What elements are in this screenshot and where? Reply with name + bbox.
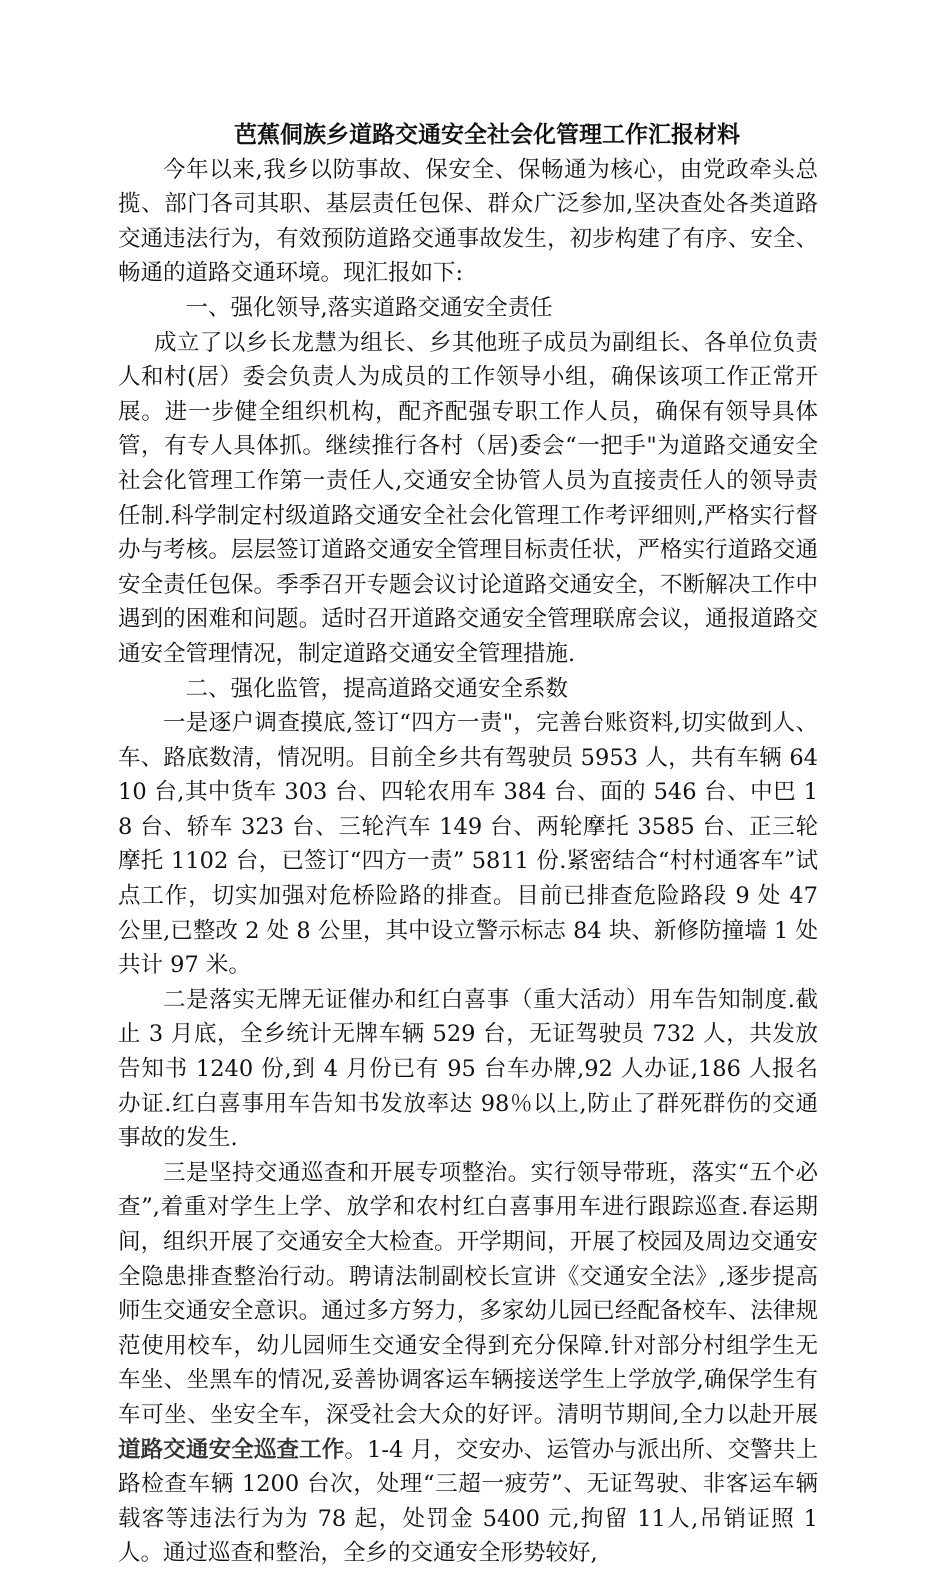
section-2-paragraph-1: 一是逐户调查摸底,签订“四方一责"，完善台账资料,切实做到人、车、路底数清，情况明。目前全乡共有驾驶员 5953 人，共有车辆 6410 台,其中货车 303 台、四轮农用车 384 台、面的 546 台、中巴 18 台、轿车 323 台、三轮汽车 149 台、两轮摩托 3585 台、正三轮摩托 1102 台，已签订“四方一责” 5811 份.紧密结合“村村通客车”试点工作，切实加强对危桥险路的排查。目前已排查危险路段 9 处 47 公里,已整改 2 处 8 公里，其中设立警示标志 84 块、新修防撞墙 1 处共计 97 米。 <box>118 710 818 979</box>
paragraph-3-text-end: 。1-4 月，交安办、运管办与派出所、交警共上路检查车辆 1200 台次，处理“三超一疲劳”、无证驾驶、非客运车辆载客等违法行为为 78 起，处罚金 5400 元,拘留 11人,吊销证照 1 人。通过巡查和整治，全乡的交通安全形势较好, <box>118 1436 818 1567</box>
section-2-heading: 二、强化监管，提高道路交通安全系数 <box>185 675 569 702</box>
section-2-paragraph-3 <box>118 1156 818 1571</box>
section-1-heading: 一、强化领导,落实道路交通安全责任 <box>185 294 553 321</box>
intro-paragraph: 今年以来,我乡以防事故、保安全、保畅通为核心，由党政牵头总揽、部门各司其职、基层责任包保、群众广泛参加,坚决查处各类道路交通违法行为，有效预防道路交通事故发生，初步构建了有序、安全、畅通的道路交通环境。现汇报如下: <box>118 156 818 287</box>
document-title: 芭蕉侗族乡道路交通安全社会化管理工作汇报材料 <box>234 121 740 148</box>
paragraph-3-emphasis: 道路交通安全巡查工作 <box>118 1436 345 1463</box>
paragraph-3-text-start: 三是坚持交通巡查和开展专项整治。实行领导带班，落实“五个必查”,着重对学生上学、放学和农村红白喜事用车进行跟踪巡查.春运期间，组织开展了交通安全大检查。开学期间，开展了校园及周边交通安全隐患排查整治行动。聘请法制副校长宣讲《交通安全法》,逐步提高师生交通安全意识。通过多方努力，多家幼儿园已经配备校车、法律规范使用校车，幼儿园师生交通安全得到充分保障.针对部分村组学生无车坐、坐黑车的情况,妥善协调客运车辆接送学生上学放学,确保学生有车可坐、坐安全车，深受社会大众的好评。清明节期间,全力以赴开展 <box>118 1159 818 1428</box>
document-body <box>118 118 818 1571</box>
section-1-paragraph: 成立了以乡长龙慧为组长、乡其他班子成员为副组长、各单位负责人和村(居）委会负责人为成员的工作领导小组，确保该项工作正常开展。进一步健全组织机构，配齐配强专职工作人员，确保有领导具体管，有专人具体抓。继续推行各村（居)委会“一把手"为道路交通安全社会化管理工作第一责任人,交通安全协管人员为直接责任人的领导责任制.科学制定村级道路交通安全社会化管理工作考评细则,严格实行督办与考核。层层签订道路交通安全管理目标责任状，严格实行道路交通安全责任包保。季季召开专题会议讨论道路交通安全，不断解决工作中遇到的困难和问题。适时召开道路交通安全管理联席会议，通报道路交通安全管理情况，制定道路交通安全管理措施. <box>118 329 818 667</box>
section-2-paragraph-2: 二是落实无牌无证催办和红白喜事（重大活动）用车告知制度.截止 3 月底，全乡统计无牌车辆 529 台，无证驾驶员 732 人，共发放告知书 1240 份,到 4 月份已有 95 台车办牌,92 人办证,186 人报名办证.红白喜事用车告知书发放率达 98％以上,防止了群死群伤的交通事故的发生. <box>118 986 818 1152</box>
